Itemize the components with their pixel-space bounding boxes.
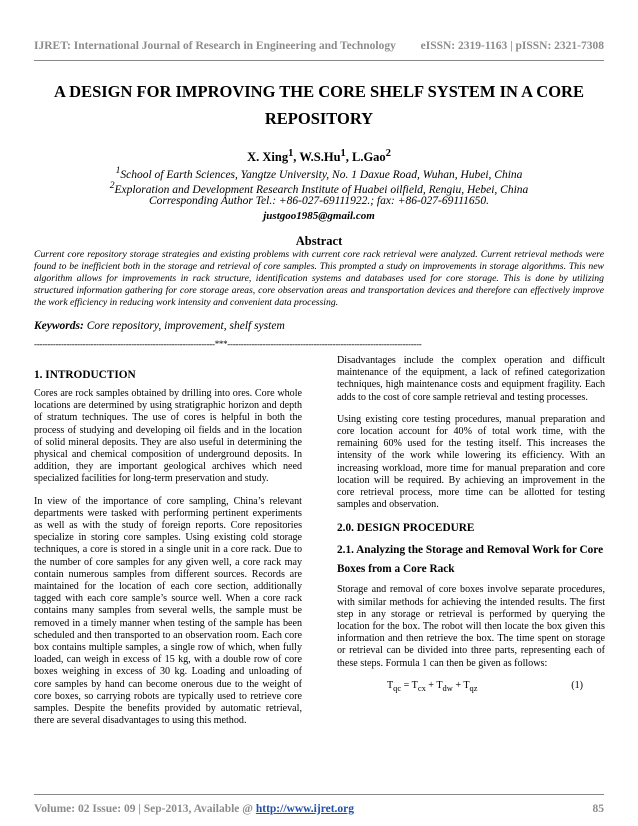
journal-name: IJRET: International Journal of Research in Engineering and Technology [34,40,396,52]
section-heading-design-procedure: 2.0. DESIGN PROCEDURE [337,522,475,535]
paragraph: In view of the importance of core sampling, China’s relevant departments were tasked with performing pertinent experiments as well as with the study of foreign reports. Core repositories specialize in storing core samples. Using existing cold storage techniques, a core is stored in a single unit in a core rack. Due to the number of core samples for any given well, a core rack may contain numerous samples from different sources. Records are maintained for the location of each core section, additionally tagged with each core sample’s source well. When a core rack contains many samples from several wells, the sample must be removed in a timely manner when testing of the sample has been scheduled and then transported to an observation room. Each core box contains multiple samples, a single row of which, when fully loaded, can weigh in excess of 15 kg, with a double row of core boxes weighing in excess of 30 kg. Loading and unloading of core samples by hand can become onerous due to the weight of core boxes, so carrying robots are typically used to retrieve core samples. Despite the benefits provided by automatic retrieval, there are several disadvantages to using this method. [34,495,302,727]
paragraph: Cores are rock samples obtained by drilling into ores. Core whole locations are determined by using stratigraphic horizon and depth of stratum techniques. The use of cores is helpful in both the process of studying and developing oil fields and in the location of solid mineral deposits. They are also useful in determining the physical and chemical composition of underground deposits. In addition, they are important geological archives which need specialized facilities for long-term preservation and study. [34,388,302,485]
header-rule [34,60,604,61]
page-number: 85 [592,803,604,815]
subsection-heading: 2.1. Analyzing the Storage and Removal Work for Core Boxes from a Core Rack [337,544,604,576]
footer-volume: Volume: 02 Issue: 09 | Sep-2013, Available @ [34,803,256,815]
abstract-heading: Abstract [295,234,343,248]
page-footer [34,803,604,815]
paragraph: Using existing core testing procedures, manual preparation and core location account for 40% of total work time, with the remaining 60% used for the testing itself. This increases the intensity of the work while lowering its efficiency. With an increasing workload, more time for manual preparation and core location will be required. By achieving an improvement in the core retrieval process, more time can be allotted for testing samples and observation. [337,413,605,511]
affiliation-1: $^1$School of Earth Sciences, Yangtze University, No. 1 Daxue Road, Wuhan, Hubei, China [115,165,523,181]
keywords [34,320,285,332]
section-separator: -------------------------------------------------------------------***------------------------------------------------------------------------ [34,339,422,349]
left-column [34,368,302,737]
affiliation-2: $^2$Exploration and Development Research Institute of Huabei oilfield, Rengiu, Hebei, China [109,180,529,196]
author-list: X. Xing$^1$, W.S.Hu$^1$, L.Gao$^2$ [247,148,391,165]
footer-rule [34,794,604,795]
paragraph: Disadvantages include the complex operation and difficult maintenance of the equipment, a lack of refined categorization techniques, high maintenance costs and equipment fragility. Each adds to the cost of core sample retrieval and testing processes. [337,355,605,403]
keywords-label: Keywords: [34,320,84,332]
keywords-text: Core repository, improvement, shelf system [86,320,285,332]
abstract-text: Current core repository storage strategies and existing problems with current core rack retrieval were analyzed. Current retrieval methods were found to be inefficient both in the storage and retrieval of core samples. This prompted a study on improvements in storage algorithms. This new algorithm allows for improvements in rack structure, identification systems and databases used for core storage. This is done by utilizing structured information gathering for core storage areas, core observation areas and transportation devices and therefore can effectively improve the work efficiency in reducing work intensity and convenient data processing. [34,249,604,308]
right-column [337,355,605,694]
journal-link[interactable]: http://www.ijret.org [255,803,355,815]
formula-1 [337,680,605,694]
corresponding-author: Corresponding Author Tel.: +86-027-69111922.; fax: +86-027-69111650. [148,195,490,207]
formula-expression: $T_{qc} = T_{cx} + T_{dw} + T_{qz}$ [387,679,478,693]
issn: eISSN: 2319-1163 | pISSN: 2321-7308 [420,40,604,52]
paragraph: Storage and removal of core boxes involve separate procedures, with similar methods for achieving the intended results. The first step in any storage or retrieval is performed by querying the location for the box. The robot will then locate the box given this information and then retrieve the box. The time spent on storage or retrieval can be divided into three parts, representing each of these steps. Formula 1 can then be given as follows: [337,584,605,669]
section-heading-introduction: 1. INTRODUCTION [34,369,136,381]
author-email: justgoo1985@gmail.com [263,210,375,222]
formula-number: (1) [571,679,583,691]
paper-title: A DESIGN FOR IMPROVING THE CORE SHELF SYSTEM IN A CORE REPOSITORY [54,82,584,128]
